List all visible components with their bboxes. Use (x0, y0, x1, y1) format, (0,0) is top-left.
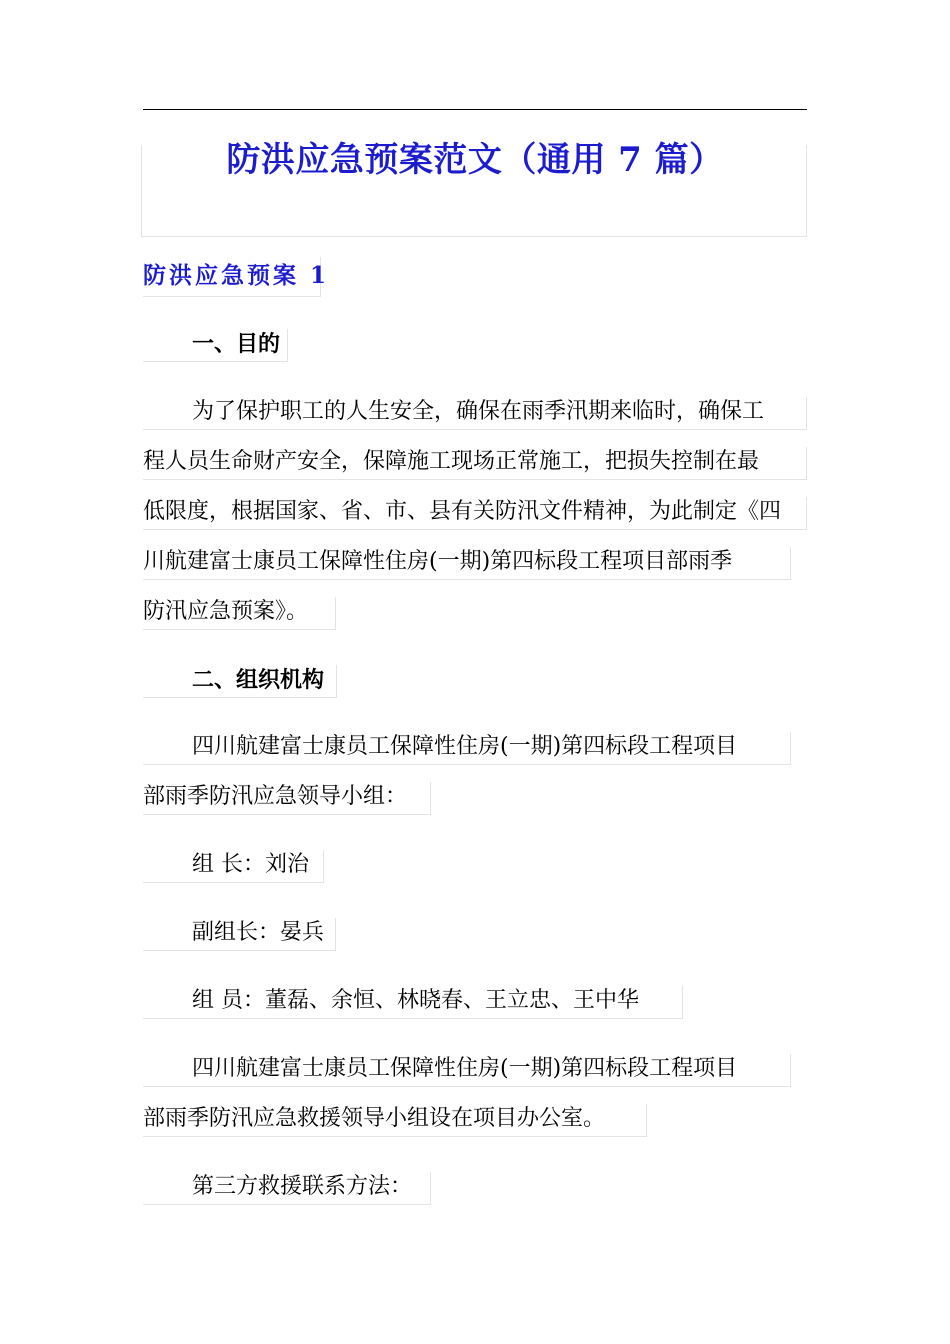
section-heading: 防洪应急预案 1 (143, 257, 321, 297)
top-rule (143, 109, 807, 110)
deputy-leader-line: 副组长：晏兵 (143, 918, 336, 951)
paragraph-line: 部雨季防汛应急救援领导小组设在项目办公室。 (143, 1104, 647, 1137)
team-leader-line: 组 长：刘治 (143, 850, 324, 883)
paragraph-line: 程人员生命财产安全，保障施工现场正常施工，把损失控制在最 (143, 447, 807, 480)
paragraph-line: 为了保护职工的人生安全，确保在雨季汛期来临时，确保工 (143, 397, 807, 430)
team-members-line: 组 员：董磊、余恒、林晓春、王立忠、王中华 (143, 986, 683, 1019)
heading-organization: 二、组织机构 (143, 665, 337, 698)
paragraph-line: 川航建富士康员工保障性住房(一期)第四标段工程项目部雨季 (143, 547, 791, 580)
paragraph-line: 四川航建富士康员工保障性住房(一期)第四标段工程项目 (143, 732, 791, 765)
paragraph-line: 防汛应急预案》。 (143, 597, 336, 630)
paragraph-line: 四川航建富士康员工保障性住房(一期)第四标段工程项目 (143, 1054, 791, 1087)
heading-purpose: 一、目的 (143, 329, 288, 362)
paragraph-line: 部雨季防汛应急领导小组： (143, 782, 431, 815)
document-title: 防洪应急预案范文（通用 7 篇） (226, 140, 724, 180)
paragraph-line: 低限度，根据国家、省、市、县有关防汛文件精神，为此制定《四 (143, 497, 807, 530)
rescue-contact-line: 第三方救援联系方法： (143, 1172, 431, 1205)
